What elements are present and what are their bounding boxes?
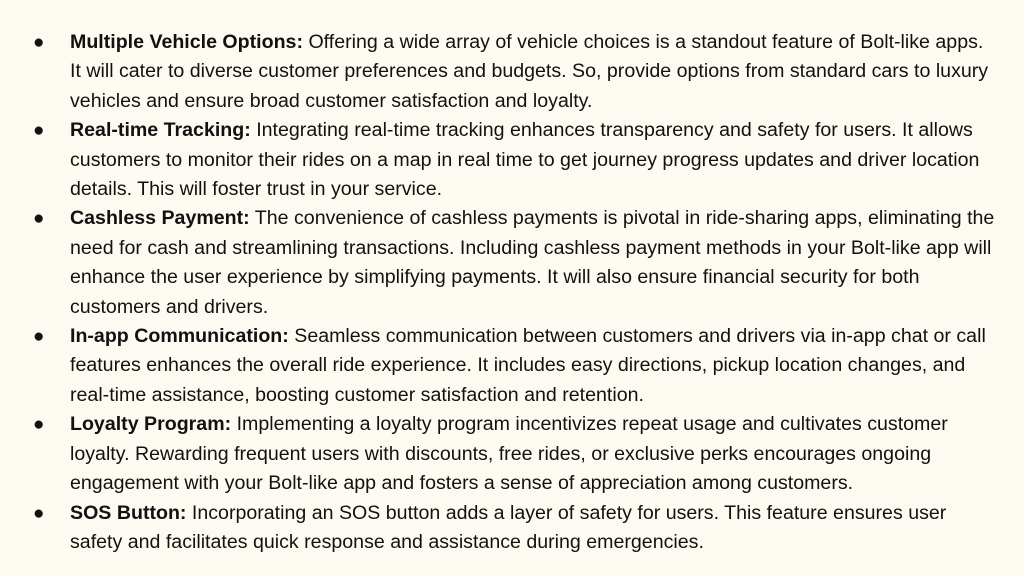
bullet-icon: ● [33,326,45,348]
item-text: Incorporating an SOS button adds a layer of safety for users. This feature ensures user safety and facilitates quick response and assistance during emergencies. [70,501,947,553]
bullet-icon: ● [33,414,45,436]
item-text: Offering a wide array of vehicle choices is a standout feature of Bolt-like apps. It will cater to diverse customer preferences and budgets. So, provide options from standard cars to luxury vehicles and ensure broad customer satisfaction and loyalty. [70,31,989,112]
item-text: Integrating real-time tracking enhances transparency and safety for users. It allows customers to monitor their rides on a map in real time to get journey progress updates and driver location details. This will foster trust in your service. [70,119,980,201]
item-title: Multiple Vehicle Options: [70,31,303,53]
item-title: Loyalty Program: [70,413,232,436]
bullet-icon: ● [33,120,45,142]
item-text: Seamless communication between customers and drivers via in-app chat or call features enhances the overall ride experience. It includes easy directions, pickup location changes, and real-time assistance, boosting customer satisfaction and retention. [70,325,986,406]
feature-bullet-list [0,28,1024,557]
item-title: Real-time Tracking: [70,119,251,142]
list-item-multiple-vehicle-options [0,28,1024,116]
list-item-real-time-tracking [0,116,1024,204]
item-title: In-app Communication: [70,325,289,348]
bullet-icon: ● [33,502,45,524]
bullet-icon: ● [33,32,45,53]
bullet-icon: ● [33,208,45,230]
list-item-cashless-payment [0,204,1024,322]
list-item-loyalty-program [0,410,1024,498]
item-text: The convenience of cashless payments is pivotal in ride-sharing apps, eliminating the need for cash and streamlining transactions. Including cashless payment methods in your Bolt-like app will enhance the user experience by simplifying payments. It will also ensure financial security for both customers and drivers. [70,207,995,318]
list-item-in-app-communication [0,322,1024,410]
list-item-sos-button [0,499,1024,558]
item-text: Implementing a loyalty program incentivizes repeat usage and cultivates customer loyalty. Rewarding frequent users with discounts, free rides, or exclusive perks encourages ongoing engagement with your Bolt-like app and fosters a sense of appreciation among customers. [70,413,948,495]
item-title: Cashless Payment: [70,207,250,230]
item-title: SOS Button: [70,501,187,524]
